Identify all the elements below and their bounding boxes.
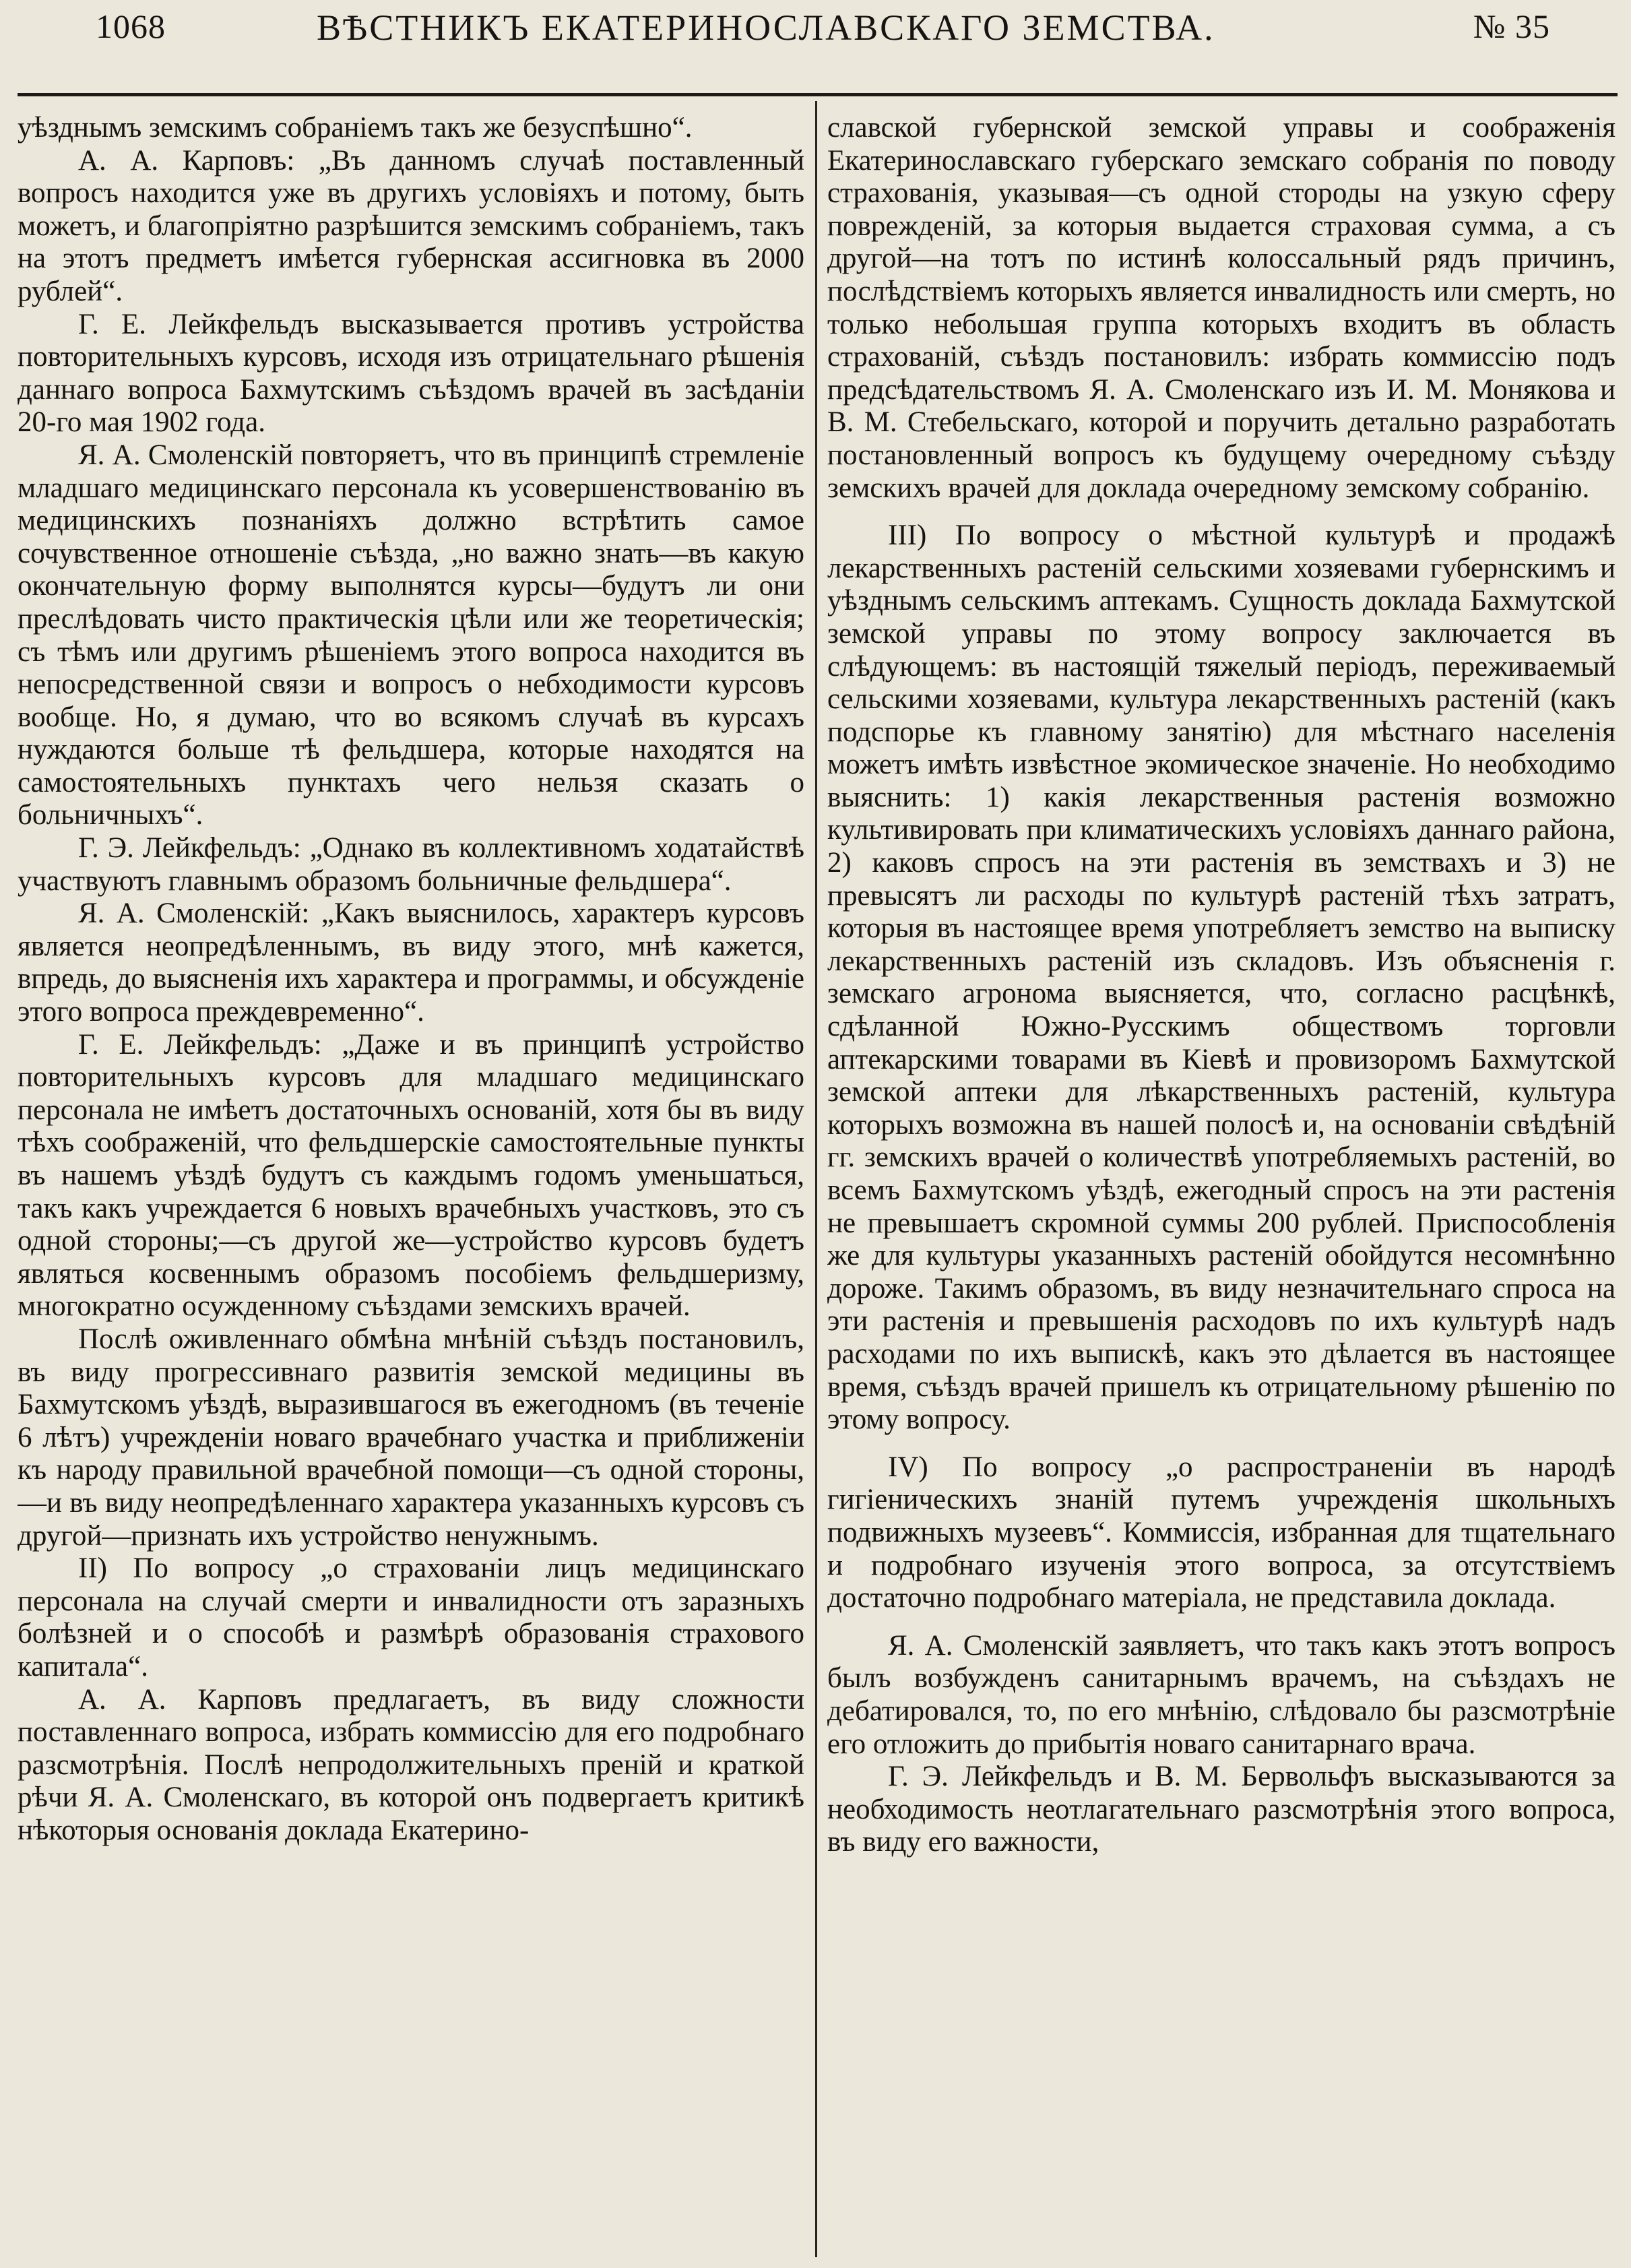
paragraph: Г. Е. Лейкфельдъ высказывается противъ устройства повторительныхъ курсовъ, исходя изъ отрицательнаго рѣшенія даннаго вопроса Бахмутскимъ съѣздомъ врачей въ засѣданіи 20-го мая 1902 года. [18, 308, 804, 439]
left-column [18, 112, 804, 2260]
section-heading-paragraph: II) По вопросу „о страхованіи лицъ медицинскаго персонала на случай смерти и инвалидности отъ заразныхъ болѣзней и о способѣ и размѣрѣ образованія страхового капитала“. [18, 1552, 804, 1682]
journal-title: ВѢСТНИКЪ ЕКАТЕРИНОСЛАВСКАГО ЗЕМСТВА. [317, 7, 1215, 48]
column-divider [815, 101, 817, 2257]
section-heading-paragraph: IV) По вопросу „о распространеніи въ народѣ гигіеническихъ знаній путемъ учрежденія школьныхъ подвижныхъ музеевъ“. Коммиссія, избранная для тщательнаго и подробнаго изученія этого вопроса, за отсутствіемъ достаточно подробнаго матеріала, не представила доклада. [827, 1451, 1616, 1614]
paragraph: Я. А. Смоленскій повторяетъ, что въ принципѣ стремленіе младшаго медицинскаго персонала къ усовершенствованію въ медицинскихъ познаніяхъ должно встрѣтить самое сочувственное отношеніе съѣзда, „но важно знать—въ какую окончательную форму выполнятся курсы—будутъ ли они преслѣдовать чисто практическія цѣли или же теоретическія; съ тѣмъ или другимъ рѣшеніемъ этого вопроса находится въ непосредственной связи и вопросъ о небходимости курсовъ вообще. Но, я думаю, что во всякомъ случаѣ въ курсахъ нуждаются больше тѣ фельдшера, которые находятся на самостоятельныхъ пунктахъ чего нельзя сказать о больничныхъ“. [18, 439, 804, 831]
page-number: 1068 [96, 7, 166, 45]
paragraph: Г. Э. Лейкфельдъ и В. М. Бервольфъ высказываются за необходимость неотлагательнаго разсмотрѣнія этого вопроса, въ виду его важности, [827, 1761, 1616, 1858]
paragraph: Г. Э. Лейкфельдъ: „Однако въ коллективномъ ходатайствѣ участвуютъ главнымъ образомъ больничные фельдшера“. [18, 832, 804, 897]
paragraph: Послѣ оживленнаго обмѣна мнѣній съѣздъ постановилъ, въ виду прогрессивнаго развитія земской медицины въ Бахмутскомъ уѣздѣ, выразившагося въ ежегодномъ (въ теченіе 6 лѣтъ) учрежденіи новаго врачебнаго участка и приближеніи къ народу правильной врачебной помощи—съ одной стороны,—и въ виду неопредѣленнаго характера указанныхъ курсовъ съ другой—признать ихъ устройство ненужнымъ. [18, 1323, 804, 1552]
page-header [0, 0, 1631, 81]
issue-number: № 35 [1473, 7, 1550, 45]
header-rule [18, 93, 1618, 96]
right-column [827, 112, 1616, 2260]
paragraph: Я. А. Смоленскій: „Какъ выяснилось, характеръ курсовъ является неопредѣленнымъ, въ виду этого, мнѣ кажется, впредь, до выясненія ихъ характера и программы, и обсужденіе этого вопроса преждевременно“. [18, 897, 804, 1028]
paragraph: славской губернской земской управы и соображенія Екатеринославскаго губерскаго земскаго собранія по поводу страхованія, указывая—съ одной стороды на узкую сферу поврежденій, за которыя выдается страховая сумма, а съ другой—на тотъ по истинѣ колоссальный рядъ причинъ, послѣдствіемъ которыхъ является инвалидность или смерть, но только небольшая группа которыхъ входитъ въ область страхованій, съѣздъ постановилъ: избрать коммиссію подъ предсѣдательствомъ Я. А. Смоленскаго изъ И. М. Монякова и В. М. Стебельскаго, которой и поручить детально разработать постановленный вопросъ къ будущему очередному съѣзду земскихъ врачей для доклада очередному земскому собранію. [827, 112, 1616, 504]
paragraph: Г. Е. Лейкфельдъ: „Даже и въ принципѣ устройство повторительныхъ курсовъ для младшаго медицинскаго персонала не имѣетъ достаточныхъ основаній, хотя бы въ виду тѣхъ соображеній, что фельдшерскіе самостоятельные пункты въ нашемъ уѣздѣ будутъ съ каждымъ годомъ уменьшаться, такъ какъ учреждается 6 новыхъ врачебныхъ участковъ, это съ одной стороны;—съ другой же—устройство курсовъ будетъ являться косвеннымъ образомъ пособіемъ фельдшеризму, многократно осужденному съѣздами земскихъ врачей. [18, 1028, 804, 1323]
paragraph: А. А. Карповъ: „Въ данномъ случаѣ поставленный вопросъ находится уже въ другихъ условіяхъ и потому, быть можетъ, и благопріятно разрѣшится земскимъ собраніемъ, такъ на этотъ предметъ имѣется губернская ассигновка въ 2000 рублей“. [18, 144, 804, 307]
paragraph: А. А. Карповъ предлагаетъ, въ виду сложности поставленнаго вопроса, избрать коммиссію для его подробнаго разсмотрѣнія. Послѣ непродолжительныхъ преній и краткой рѣчи Я. А. Смоленскаго, въ которой онъ подвергаетъ критикѣ нѣкоторыя основанія доклада Екатерино- [18, 1683, 804, 1846]
section-heading-paragraph: III) По вопросу о мѣстной культурѣ и продажѣ лекарственныхъ растеній сельскими хозяевами губернскимъ и уѣзднымъ сельскимъ аптекамъ. Сущность доклада Бахмутской земской управы по этому вопросу заключается въ слѣдующемъ: въ настоящій тяжелый періодъ, переживаемый сельскими хозяевами, культура лекарственныхъ растеній (какъ подспорье къ главному занятію) для мѣстнаго населенія можетъ имѣть извѣстное экомическое значеніе. Но необходимо выяснить: 1) какія лекарственныя растенія возможно культивировать при климатическихъ условіяхъ даннаго района, 2) каковъ спросъ на эти растенія въ земствахъ и 3) не превысятъ ли расходы по культурѣ растеній тѣхъ затратъ, которыя въ настоящее время употребляетъ земство на выписку лекарственныхъ растеній изъ складовъ. Изъ объясненія г. земскаго агронома выясняется, что, согласно расцѣнкѣ, сдѣланной Южно-Русскимъ обществомъ торговли аптекарскими товарами въ Кіевѣ и провизоромъ Бахмутской земской аптеки для лѣкарственныхъ растеній, культура которыхъ возможна въ нашей полосѣ и, на основаніи свѣдѣній гг. земскихъ врачей о количествѣ употребляемыхъ растеній, во всемъ Бахмутскомъ уѣздѣ, ежегодный спросъ на эти растенія не превышаетъ скромной суммы 200 рублей. Приспособленія же для культуры указанныхъ растеній обойдутся несомнѣнно дороже. Такимъ образомъ, въ виду незначительнаго спроса на эти растенія и превышенія расходовъ по ихъ культурѣ надъ расходами по ихъ выпискѣ, какъ это дѣлается въ настоящее время, съѣздъ врачей пришелъ къ отрицательному рѣшенію по этому вопросу. [827, 519, 1616, 1436]
paragraph: уѣзднымъ земскимъ собраніемъ такъ же безуспѣшно“. [18, 112, 693, 144]
paragraph: Я. А. Смоленскій заявляетъ, что такъ какъ этотъ вопросъ былъ возбужденъ санитарнымъ врачемъ, на съѣздахъ не дебатировался, то, по его мнѣнію, слѣдовало бы разсмотрѣніе его отложить до прибытія новаго санитарнаго врача. [827, 1629, 1616, 1760]
